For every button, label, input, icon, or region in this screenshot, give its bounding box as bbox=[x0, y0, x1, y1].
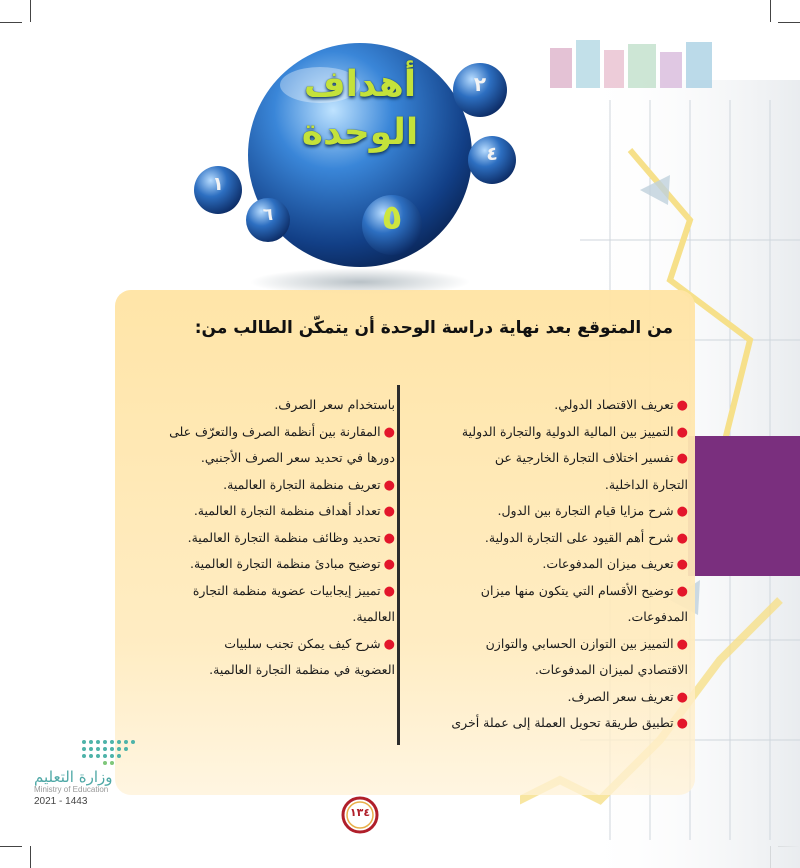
crop-mark-top-right-h bbox=[778, 22, 800, 23]
objective-text: المقارنة بين أنظمة الصرف والتعرّف على bbox=[169, 423, 381, 439]
objective-text: تعريف الاقتصاد الدولي. bbox=[554, 397, 674, 412]
objective-line bbox=[150, 525, 395, 552]
unit-objectives-graphic bbox=[170, 30, 550, 300]
crop-mark-bottom-left-h bbox=[0, 846, 22, 847]
crop-mark-bottom-left-v bbox=[30, 846, 31, 868]
sphere-number-1: ١ bbox=[212, 173, 224, 195]
objective-line bbox=[408, 525, 688, 552]
objective-line bbox=[408, 710, 688, 737]
objective-line bbox=[408, 684, 688, 711]
sphere-number-4: ٤ bbox=[486, 143, 498, 165]
objective-line bbox=[150, 498, 395, 525]
bullet-icon: ● bbox=[383, 583, 395, 599]
bullet-icon: ● bbox=[676, 716, 688, 731]
objective-line bbox=[150, 604, 395, 631]
objective-text: التمييز بين المالية الدولية والتجارة الدولية bbox=[461, 423, 674, 439]
edition-year: 2021 - 1443 bbox=[34, 796, 88, 807]
objective-text: تطبيق طريقة تحويل العملة إلى عملة أخرى bbox=[451, 715, 674, 730]
objective-text: شرح كيف يمكن تجنب سلبيات bbox=[224, 635, 381, 651]
bullet-icon: ● bbox=[676, 424, 688, 440]
ministry-name-english: Ministry of Education bbox=[34, 785, 109, 794]
bullet-icon: ● bbox=[383, 504, 395, 519]
objective-text: توضيح الأقسام التي يتكون منها ميزان bbox=[480, 582, 674, 598]
crop-mark-top-left-h bbox=[0, 22, 22, 23]
crop-mark-top-left-v bbox=[30, 0, 31, 22]
objective-line bbox=[150, 472, 395, 499]
bullet-icon: ● bbox=[676, 557, 688, 572]
objectives-left-column bbox=[150, 392, 395, 684]
objective-line bbox=[408, 419, 688, 446]
bullet-icon: ● bbox=[676, 583, 688, 599]
objective-text: تمييز إيجابيات عضوية منظمة التجارة bbox=[192, 582, 381, 598]
objective-line bbox=[150, 392, 395, 419]
objective-line bbox=[408, 498, 688, 525]
objective-line bbox=[150, 578, 395, 605]
objective-text: باستخدام سعر الصرف. bbox=[274, 397, 395, 412]
objective-line bbox=[408, 578, 688, 605]
bullet-icon: ● bbox=[676, 504, 688, 519]
objective-text: التمييز بين التوازن الحسابي والتوازن bbox=[485, 635, 674, 651]
objective-text: شرح مزايا قيام التجارة بين الدول. bbox=[497, 503, 674, 518]
purple-side-tab bbox=[688, 436, 800, 576]
sphere-number-6: ٦ bbox=[262, 205, 274, 225]
objective-text: تعريف سعر الصرف. bbox=[567, 688, 674, 704]
objective-text: تعريف منظمة التجارة العالمية. bbox=[223, 476, 381, 492]
bullet-icon: ● bbox=[383, 477, 395, 493]
objective-line bbox=[150, 631, 395, 658]
objectives-heading: من المتوقع بعد نهاية دراسة الوحدة أن يتمكّن الطالب من: bbox=[194, 318, 673, 338]
crop-mark-top-right-v bbox=[770, 0, 771, 22]
objective-text: الاقتصادي لميزان المدفوعات. bbox=[534, 662, 688, 677]
unit-objectives-title-line2: الوحدة bbox=[301, 112, 419, 153]
objective-line bbox=[408, 472, 688, 499]
bullet-icon: ● bbox=[676, 530, 688, 546]
bullet-icon: ● bbox=[676, 636, 688, 652]
objective-line bbox=[150, 657, 395, 684]
objective-line bbox=[150, 419, 395, 446]
objective-line bbox=[408, 631, 688, 658]
objective-text: تعريف ميزان المدفوعات. bbox=[542, 556, 674, 571]
ministry-name-arabic: وزارة التعليم bbox=[34, 768, 113, 786]
objective-text: شرح أهم القيود على التجارة الدولية. bbox=[484, 529, 674, 545]
objective-line bbox=[408, 392, 688, 419]
objective-text: تحديد وظائف منظمة التجارة العالمية. bbox=[187, 529, 381, 545]
objective-line bbox=[408, 445, 688, 472]
bullet-icon: ● bbox=[676, 398, 688, 413]
page-number: ١٣٤ bbox=[349, 806, 371, 819]
objective-line bbox=[408, 604, 688, 631]
unit-number: ٥ bbox=[381, 198, 403, 238]
objective-text: العضوية في منظمة التجارة العالمية. bbox=[209, 662, 395, 677]
bullet-icon: ● bbox=[383, 557, 395, 572]
objective-line bbox=[408, 551, 688, 578]
bullet-icon: ● bbox=[676, 689, 688, 705]
objectives-right-column bbox=[408, 392, 688, 737]
unit-objectives-title-line1: أهداف bbox=[303, 64, 417, 105]
objective-text: تعداد أهداف منظمة التجارة العالمية. bbox=[193, 503, 381, 518]
ministry-dots-icon bbox=[34, 738, 154, 766]
objective-line bbox=[150, 551, 395, 578]
page-number-badge bbox=[340, 795, 380, 835]
objective-text: توضيح مبادئ منظمة التجارة العالمية. bbox=[189, 556, 381, 571]
objective-text: تفسير اختلاف التجارة الخارجية عن bbox=[494, 450, 674, 465]
column-divider bbox=[397, 385, 400, 745]
objective-line bbox=[408, 657, 688, 684]
bullet-icon: ● bbox=[383, 424, 395, 440]
bullet-icon: ● bbox=[383, 530, 395, 546]
objective-line bbox=[150, 445, 395, 472]
sphere-number-2: ٢ bbox=[473, 72, 487, 96]
bullet-icon: ● bbox=[676, 451, 688, 466]
objective-text: العالمية. bbox=[352, 609, 395, 624]
objective-text: دورها في تحديد سعر الصرف الأجنبي. bbox=[200, 450, 395, 465]
objective-text: التجارة الداخلية. bbox=[604, 476, 688, 492]
ministry-logo bbox=[34, 738, 164, 807]
objective-text: المدفوعات. bbox=[627, 609, 688, 624]
bullet-icon: ● bbox=[383, 636, 395, 652]
